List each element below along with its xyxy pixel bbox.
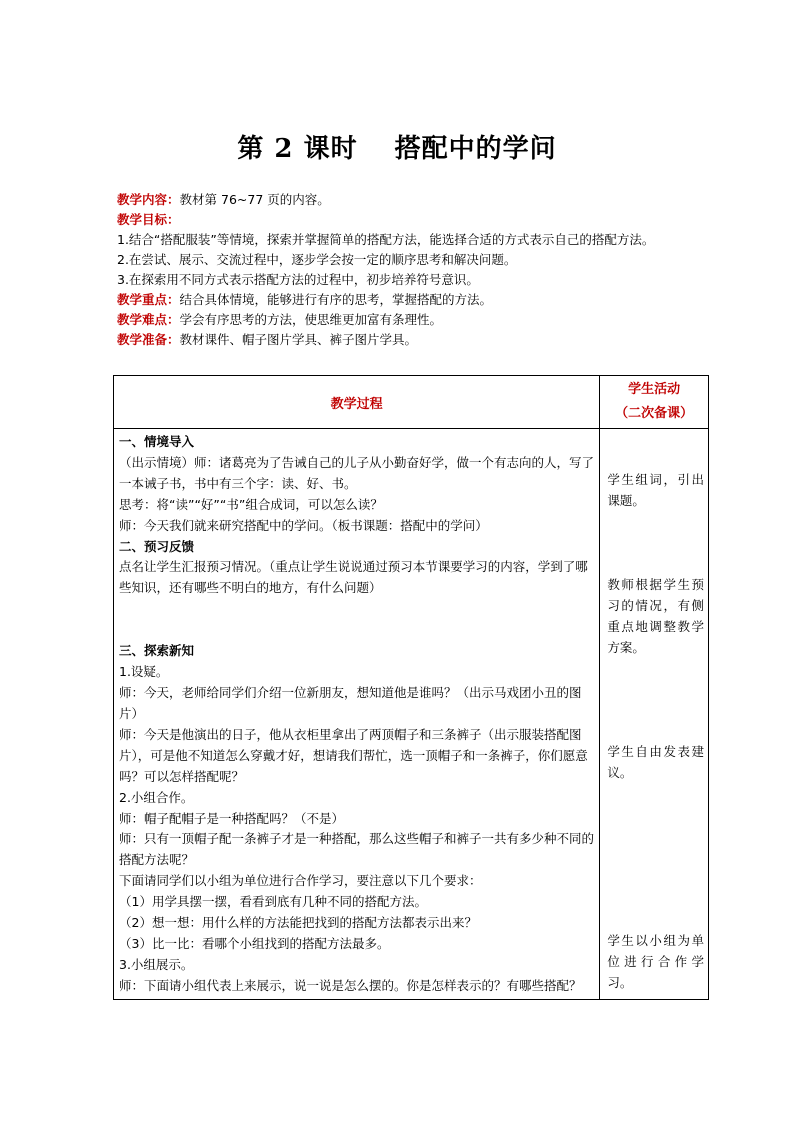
key-row: [117, 290, 717, 310]
lesson-meta: [117, 190, 717, 350]
section3-line-11: 3.小组展示。: [119, 956, 194, 972]
activity-note-1: 学生组词，引出课题。: [607, 472, 704, 508]
goal-item-1: 1.结合“搭配服装”等情境，探索并掌握简单的搭配方法，能选择合适的方式表示自己的搭配方法。: [117, 232, 655, 247]
spacer: [119, 599, 595, 620]
section3-line-1: 1.设疑。: [119, 664, 169, 680]
table-body-row: [114, 429, 709, 1000]
difficult-text: 学会有序思考的方法，使思维更加富有条理性。: [179, 312, 443, 327]
header-process: 教学过程: [114, 376, 600, 429]
difficult-label: 教学难点：: [117, 312, 180, 327]
activity-note-3: 学生自由发表建议。: [607, 744, 704, 780]
goals-row: [117, 210, 717, 230]
lesson-table: [113, 375, 709, 1000]
key-text: 结合具体情境，能够进行有序的思考，掌握搭配的方法。: [179, 292, 493, 307]
table-header-row: [114, 376, 709, 429]
header-activity-line1: 学生活动: [628, 382, 681, 397]
section1-title: 一、情境导入: [119, 434, 195, 449]
activity-note-2: 教师根据学生预习的情况，有侧重点地调整教学方案。: [607, 577, 704, 655]
spacer: [119, 620, 595, 641]
section3-line-10: （3）比一比：看哪个小组找到的搭配方法最多。: [119, 935, 390, 951]
key-label: 教学重点：: [117, 292, 180, 307]
section3-line-7: 下面请同学们以小组为单位进行合作学习，要注意以下几个要求：: [119, 873, 482, 889]
section3-line-9: （2）想一想：用什么样的方法能把找到的搭配方法都表示出来？: [119, 915, 477, 931]
difficult-row: [117, 310, 717, 330]
page-title: 第 2 课时 搭配中的学问: [237, 134, 557, 164]
process-cell: [114, 429, 600, 1000]
section1-line-3: 师：今天我们就来研究搭配中的学问。（板书课题：搭配中的学问）: [119, 517, 488, 533]
goals-label: 教学目标：: [117, 212, 180, 227]
goal-item-3: 3.在探索用不同方式表示搭配方法的过程中，初步培养符号意识。: [117, 272, 479, 287]
section3-title: 三、探索新知: [119, 643, 195, 659]
goal-item-2: 2.在尝试、展示、交流过程中，逐步学会按一定的顺序思考和解决问题。: [117, 252, 517, 267]
section1-line-1: （出示情境）师：诸葛亮为了告诫自己的儿子从小勤奋好学，做一个有志向的人，写了一本诫子书，书中有三个字：读、好、书。: [119, 454, 595, 491]
section1-line-2: 思考：将“读”“好”“书”组合成词，可以怎么读？: [119, 496, 383, 512]
section3-line-6: 师：只有一顶帽子配一条裤子才是一种搭配，那么这些帽子和裤子一共有多少种不同的搭配方法呢？: [119, 831, 595, 868]
prep-row: [117, 330, 717, 350]
section3-line-8: （1）用学具摆一摆，看看到底有几种不同的搭配方法。: [119, 894, 427, 910]
content-text: 教材第 76~77 页的内容。: [179, 192, 330, 207]
section3-line-5: 师：帽子配帽子是一种搭配吗？（不是）: [119, 810, 345, 826]
content-row: [117, 190, 717, 210]
activity-note-4: 学生以小组为单位进行合作学习。: [607, 933, 704, 990]
section3-line-4: 2.小组合作。: [119, 789, 194, 805]
content-label: 教学内容：: [117, 192, 180, 207]
section2-title: 二、预习反馈: [119, 538, 195, 554]
activity-cell: [600, 429, 709, 1000]
section3-line-3: 师：今天是他演出的日子，他从衣柜里拿出了两顶帽子和三条裤子（出示服装搭配图片），可是他不知道怎么穿戴才好，想请我们帮忙，选一顶帽子和一条裤子，你们愿意吗？可以怎样搭配呢？: [119, 726, 588, 784]
section2-line-1: 点名让学生汇报预习情况。（重点让学生说说通过预习本节课要学习的内容，学到了哪些知识，还有哪些不明白的地方，有什么问题）: [119, 559, 588, 596]
section3-line-2: 师：今天，老师给同学们介绍一位新朋友，想知道他是谁吗？（出示马戏团小丑的图片）: [119, 685, 582, 721]
prep-text: 教材课件、帽子图片学具、裤子图片学具。: [179, 332, 418, 347]
header-activity-line2: （二次备课）: [615, 406, 694, 421]
header-activity: [600, 376, 709, 429]
section3-line-12: 师：下面请小组代表上来展示，说一说是怎么摆的。你是怎样表示的？有哪些搭配？: [119, 977, 582, 993]
prep-label: 教学准备：: [117, 332, 180, 347]
